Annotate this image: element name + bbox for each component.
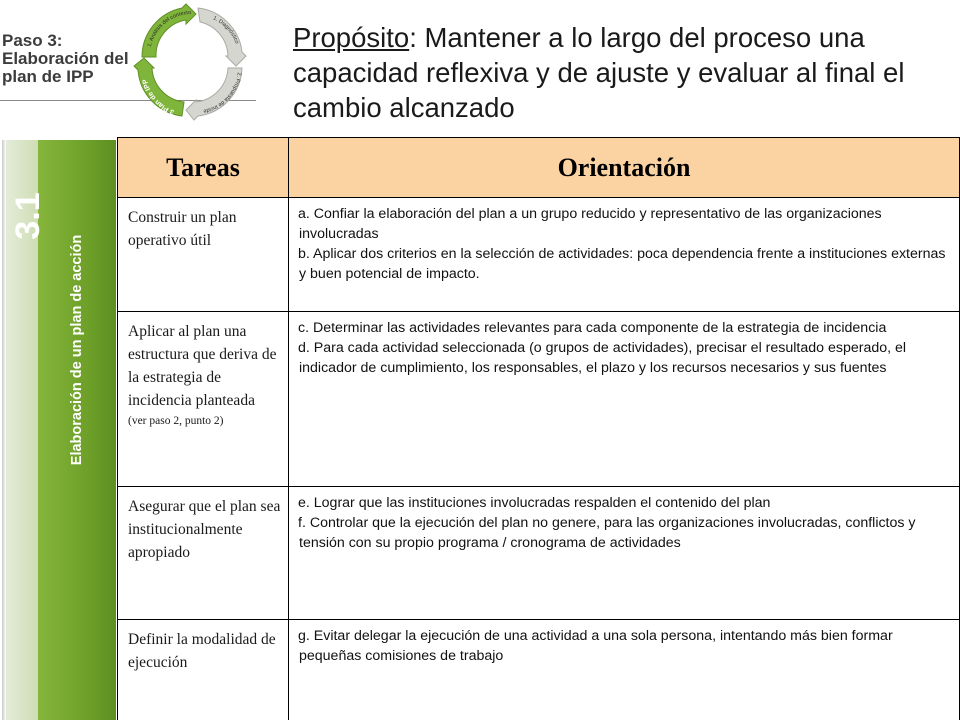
orientation-item: f. Controlar que la ejecución del plan no genere, para las organizaciones involucradas, conflictos y tensión con su propio programa / cronograma de actividades — [298, 515, 916, 551]
task-text: Aplicar al plan una estructura que deriva de la estrategia de incidencia planteada — [128, 323, 277, 409]
task-text: Definir la modalidad de ejecución — [128, 631, 276, 671]
section-label-wrap — [38, 150, 116, 550]
purpose-lead: Propósito — [293, 22, 410, 53]
task-cell — [118, 198, 289, 312]
cycle-label-3: 2. Propuesta de incide — [202, 72, 242, 114]
header-orientation: Orientación — [289, 138, 960, 198]
section-label: Elaboración de un plan de acción — [69, 234, 85, 466]
purpose-statement — [293, 20, 953, 125]
task-cell — [118, 312, 289, 487]
table-row — [118, 620, 960, 720]
process-cycle-diagram — [120, 2, 258, 130]
section-number: 3.1 — [9, 192, 47, 240]
cycle-segment-analysis — [142, 4, 196, 57]
orientation-cell — [289, 198, 960, 312]
table-header-row — [118, 138, 960, 198]
purpose-text: : Mantener a lo largo del proceso una capacidad reflexiva y de ajuste y evaluar al final el cambio alcanzado — [293, 22, 905, 123]
orientation-item: c. Determinar las actividades relevantes para cada componente de la estrategia de incidencia — [298, 320, 887, 336]
step-title-line-2: Elaboración del — [2, 49, 129, 68]
tasks-table — [117, 137, 960, 720]
task-cell — [118, 620, 289, 720]
orientation-item: e. Lograr que las instituciones involucradas respalden el contenido del plan — [298, 495, 771, 511]
orientation-item: d. Para cada actividad seleccionada (o grupos de actividades), precisar el resultado esperado, el indicador de cumplimiento, los responsables, el plazo y los recursos necesarios y sus fuentes — [298, 340, 907, 376]
orientation-cell — [289, 620, 960, 720]
table-row — [118, 487, 960, 620]
step-title-line-1: Paso 3: — [2, 31, 63, 50]
step-title — [2, 32, 129, 86]
orientation-cell — [289, 487, 960, 620]
section-band — [0, 140, 118, 720]
task-text: Asegurar que el plan sea institucionalmente apropiado — [128, 498, 281, 561]
task-text: Construir un plan operativo útil — [128, 209, 237, 249]
orientation-item: g. Evitar delegar la ejecución de una actividad a una sola persona, intentando más bien formar pequeñas comisiones de trabajo — [298, 628, 893, 664]
table-row — [118, 312, 960, 487]
cycle-label-1: 1. Análisis del contexto — [146, 9, 192, 48]
table-row — [118, 198, 960, 312]
cycle-segment-diagnosis — [198, 8, 246, 66]
task-cell — [118, 487, 289, 620]
cycle-label-4: 3 Plan de IPP — [141, 78, 176, 116]
orientation-cell — [289, 312, 960, 487]
step-block — [0, 0, 260, 130]
orientation-item: b. Aplicar dos criterios en la selección de actividades: poca dependencia frente a instituciones externas y buen potencial de impacto. — [298, 246, 946, 282]
header-tasks: Tareas — [118, 138, 289, 198]
task-note: (ver paso 2, punto 2) — [128, 415, 224, 427]
cycle-label-2: 1. Diagnóstico — [211, 15, 240, 45]
step-title-line-3: plan de IPP — [2, 67, 94, 86]
orientation-item: a. Confiar la elaboración del plan a un grupo reducido y representativo de las organizaciones involucradas — [298, 206, 882, 242]
